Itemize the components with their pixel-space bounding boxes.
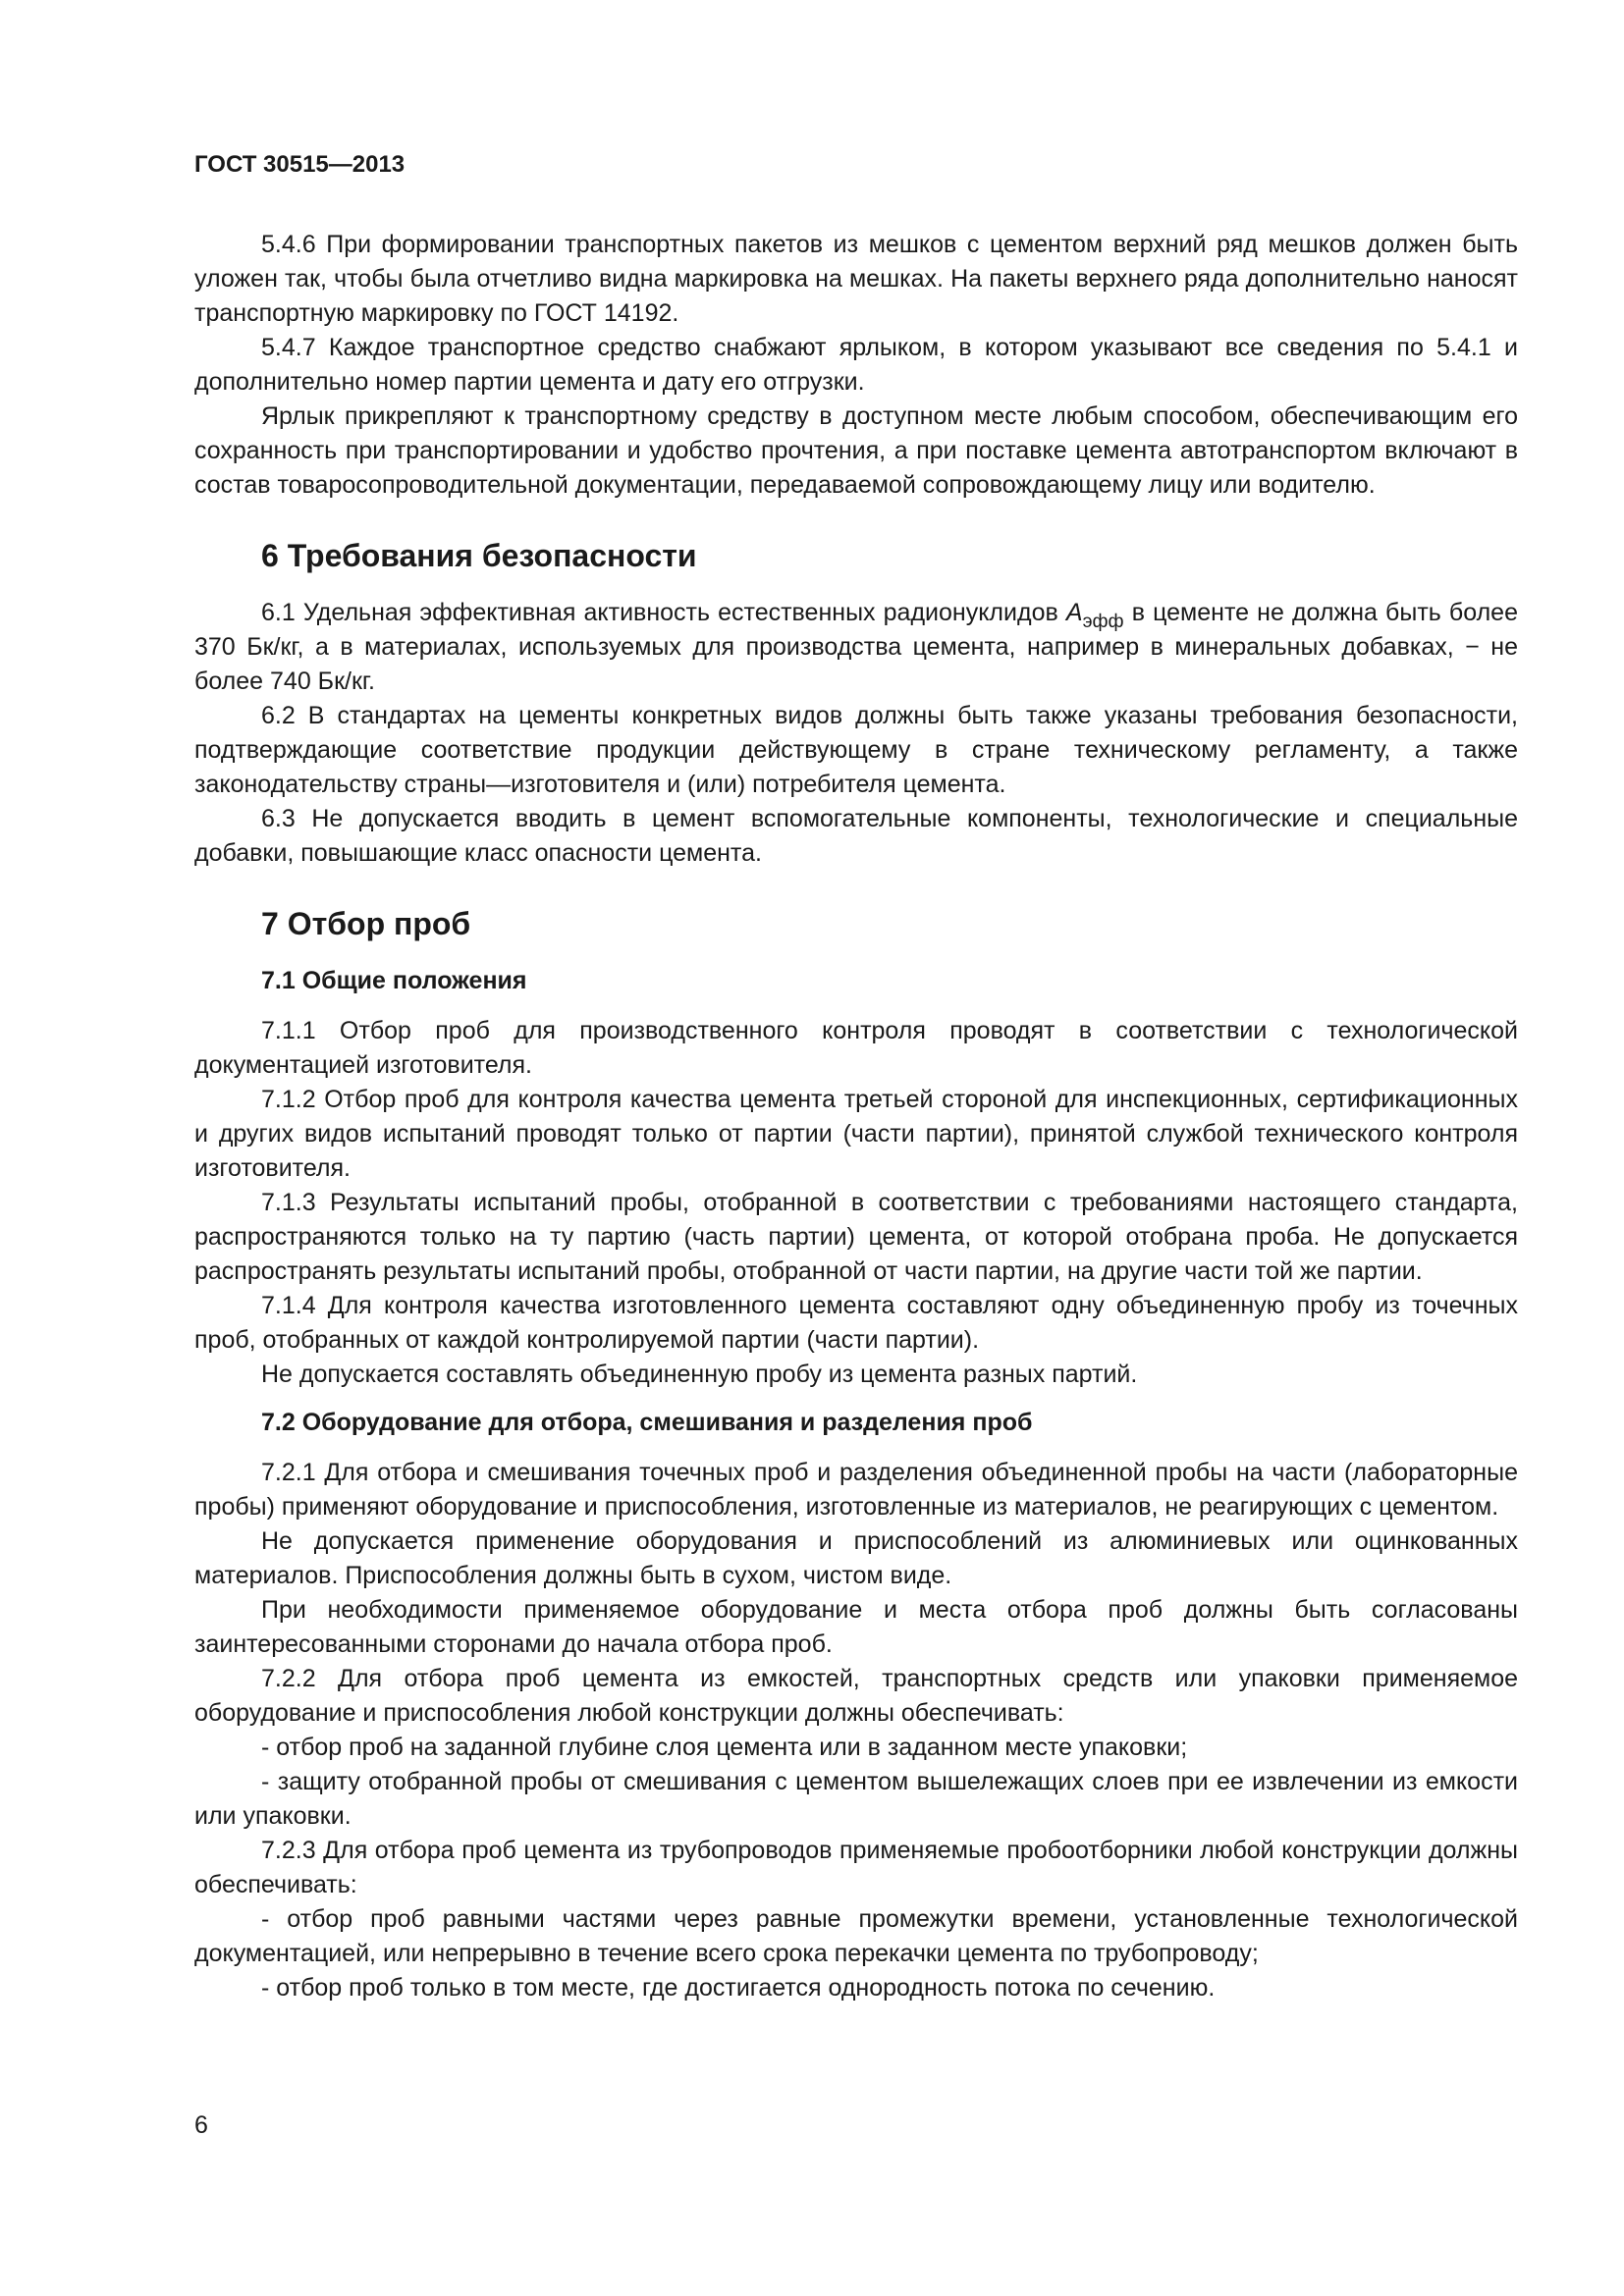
paragraph-7-2-3: 7.2.3 Для отбора проб цемента из трубопроводов применяемые пробоотборники любой конструкции должны обеспечивать:	[194, 1837, 1518, 1898]
paragraph-7-2-1-b: Не допускается применение оборудования и приспособлений из алюминиевых или оцинкованных материалов. Приспособления должны быть в сухом, чистом виде.	[194, 1527, 1518, 1589]
paragraph-7-1-4: 7.1.4 Для контроля качества изготовленного цемента составляют одну объединенную пробу из точечных проб, отобранных от каждой контролируемой партии (части партии).	[194, 1292, 1518, 1354]
paragraph-6-1-text-a: 6.1 Удельная эффективная активность естественных радионуклидов	[261, 599, 1066, 626]
document-header: ГОСТ 30515—2013	[194, 151, 406, 178]
paragraph-5-4-7-label: Ярлык прикрепляют к транспортному средству в доступном месте любым способом, обеспечивающим его сохранность при транспортировании и удобство прочтения, а при поставке цемента автотранспортом включают в состав товаросопроводительной документации, передаваемой сопровождающему лицу или водителю.	[194, 402, 1518, 499]
paragraph-7-1-3: 7.1.3 Результаты испытаний пробы, отобранной в соответствии с требованиями настоящего стандарта, распространяются только на ту партию (часть партии) цемента, от которой отобрана проба. Не допускается распространять результаты испытаний пробы, отобранной от части партии, на другие части той же партии.	[194, 1189, 1518, 1285]
list-item-7-2-2-1: - отбор проб на заданной глубине слоя цемента или в заданном месте упаковки;	[261, 1734, 1188, 1761]
paragraph-5-4-6: 5.4.6 При формировании транспортных пакетов из мешков с цементом верхний ряд мешков должен быть уложен так, чтобы была отчетливо видна маркировка на мешках. На пакеты верхнего ряда дополнительно наносят транспортную маркировку по ГОСТ 14192.	[194, 231, 1518, 327]
paragraph-7-2-1: 7.2.1 Для отбора и смешивания точечных проб и разделения объединенной пробы на части (лабораторные пробы) применяют оборудование и приспособления, изготовленные из материалов, не реагирующих с цементом.	[194, 1459, 1518, 1521]
paragraph-6-1-text-b: в цементе не должна быть более 370 Бк/кг, а в материалах, используемых для производства цемента, например в минеральных добавках, − не более 740 Бк/кг.	[194, 599, 1518, 695]
list-item-7-2-3-1: - отбор проб равными частями через равные промежутки времени, установленные технологической документацией, или непрерывно в течение всего срока перекачки цемента по трубопроводу;	[194, 1905, 1518, 1967]
subsection-7-1-title: 7.1 Общие положения	[261, 967, 527, 994]
section-6-title: 6 Требования безопасности	[261, 538, 697, 573]
paragraph-7-1-1: 7.1.1 Отбор проб для производственного контроля проводят в соответствии с технологической документацией изготовителя.	[194, 1017, 1518, 1079]
section-7-title: 7 Отбор проб	[261, 906, 471, 941]
activity-subscript: эфф	[1082, 610, 1124, 632]
list-item-7-2-3-2: - отбор проб только в том месте, где достигается однородность потока по сечению.	[261, 1974, 1216, 2002]
paragraph-6-3: 6.3 Не допускается вводить в цемент вспомогательные компоненты, технологические и специальные добавки, повышающие класс опасности цемента.	[194, 805, 1518, 867]
paragraph-7-2-1-c: При необходимости применяемое оборудование и места отбора проб должны быть согласованы заинтересованными сторонами до начала отбора проб.	[194, 1596, 1518, 1658]
activity-symbol: A	[1065, 599, 1083, 626]
paragraph-6-1	[194, 596, 1518, 699]
page-number: 6	[194, 2111, 208, 2139]
list-item-7-2-2-2: - защиту отобранной пробы от смешивания с цементом вышележащих слоев при ее извлечении из емкости или упаковки.	[194, 1768, 1518, 1830]
paragraph-6-2: 6.2 В стандартах на цементы конкретных видов должны быть также указаны требования безопасности, подтверждающие соответствие продукции действующему в стране техническому регламенту, а также законодательству страны—изготовителя и (или) потребителя цемента.	[194, 702, 1518, 798]
paragraph-7-1-4-b: Не допускается составлять объединенную пробу из цемента разных партий.	[261, 1361, 1138, 1388]
document-page	[194, 147, 1518, 2005]
paragraph-5-4-7: 5.4.7 Каждое транспортное средство снабжают ярлыком, в котором указывают все сведения по 5.4.1 и дополнительно номер партии цемента и дату его отгрузки.	[194, 334, 1518, 396]
subsection-7-2-title: 7.2 Оборудование для отбора, смешивания и разделения проб	[261, 1409, 1033, 1436]
paragraph-7-1-2: 7.1.2 Отбор проб для контроля качества цемента третьей стороной для инспекционных, сертификационных и других видов испытаний проводят только от партии (части партии), принятой службой технического контроля изготовителя.	[194, 1086, 1518, 1182]
paragraph-7-2-2: 7.2.2 Для отбора проб цемента из емкостей, транспортных средств или упаковки применяемое оборудование и приспособления любой конструкции должны обеспечивать:	[194, 1665, 1518, 1727]
